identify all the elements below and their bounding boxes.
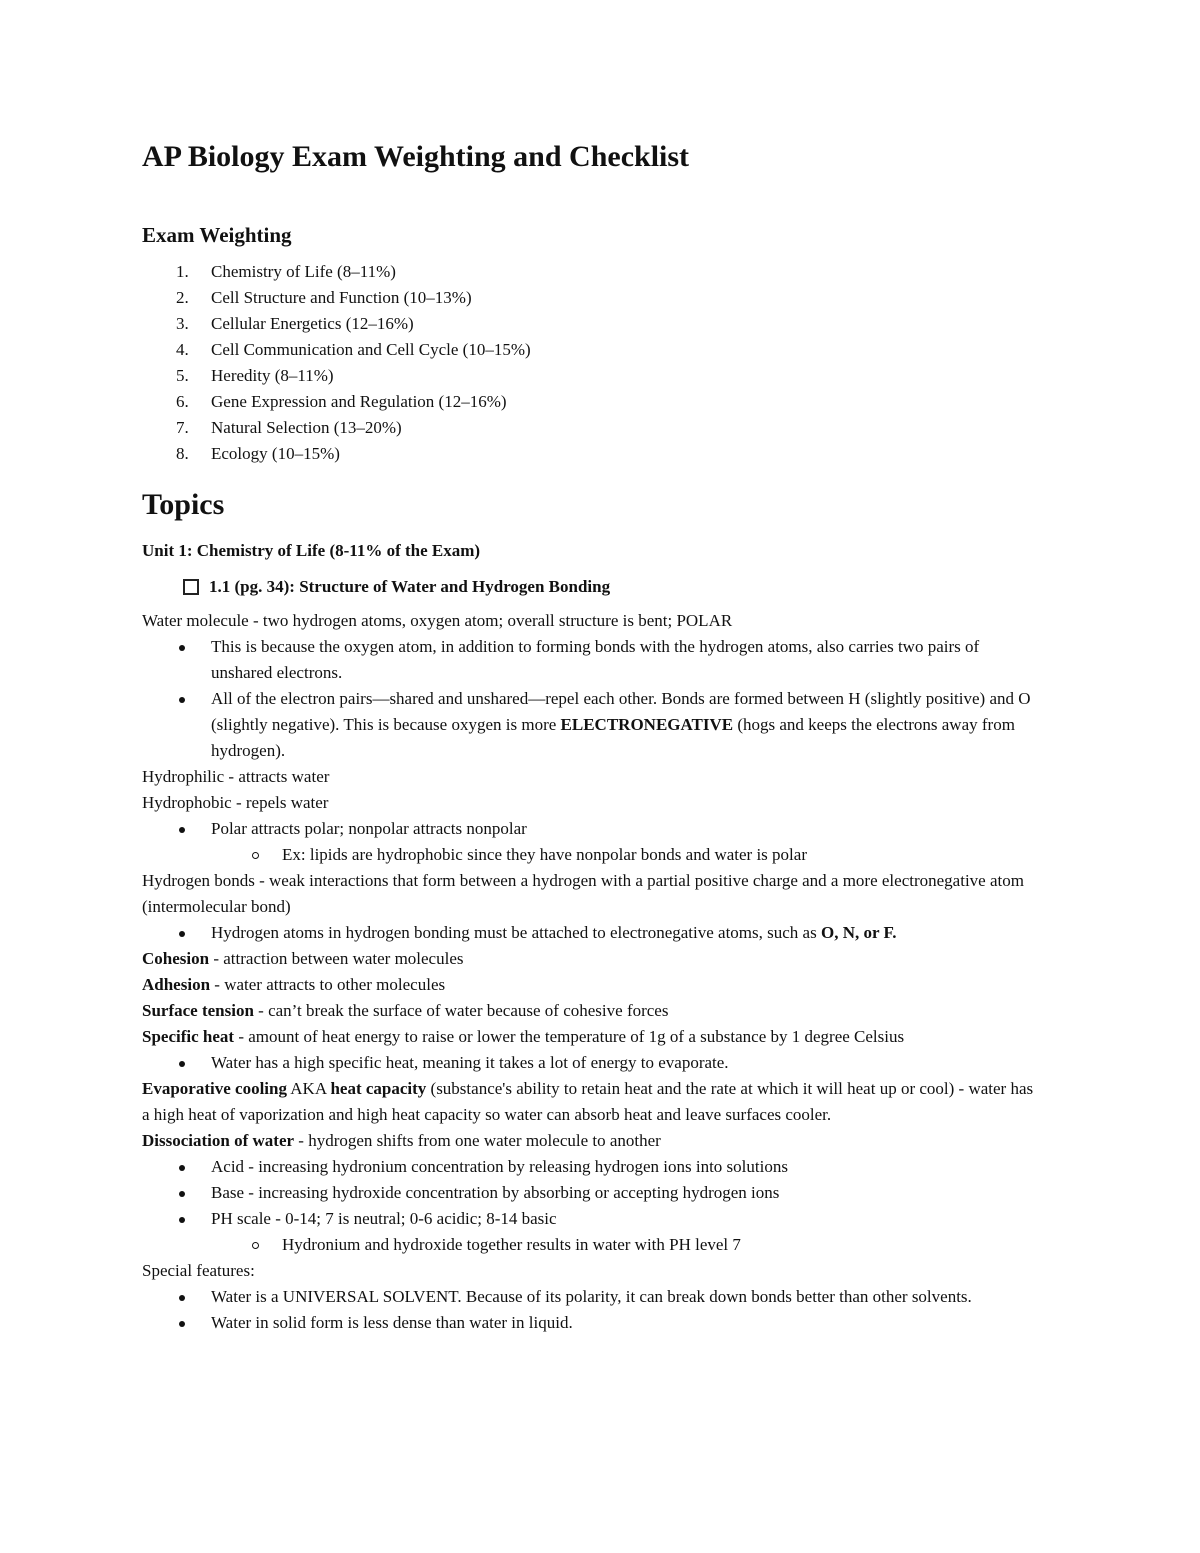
list-item <box>142 259 531 285</box>
note-text: - water attracts to other molecules <box>210 975 446 994</box>
list-item <box>142 441 531 467</box>
note-text: - amount of heat energy to raise or lower the temperature of 1g of a substance by 1 degree Celsius <box>234 1027 905 1046</box>
term-adhesion: Adhesion <box>142 975 211 994</box>
note-hydrophobic: Hydrophobic - repels water <box>142 793 329 812</box>
list-item: PH scale - 0-14; 7 is neutral; 0-6 acidic; 8-14 basic <box>142 1206 1042 1232</box>
topic-checklist-item <box>183 577 610 597</box>
topics-heading: Topics <box>142 488 225 521</box>
note-text: - attraction between water molecules <box>209 949 464 968</box>
list-item: Ex: lipids are hydrophobic since they have nonpolar bonds and water is polar <box>142 842 1042 868</box>
list-item-text: Gene Expression and Regulation (12–16%) <box>211 392 507 411</box>
list-item: Acid - increasing hydronium concentration by releasing hydrogen ions into solutions <box>142 1154 1042 1180</box>
list-number: 3. <box>176 314 189 333</box>
list-item: Hydronium and hydroxide together results in water with PH level 7 <box>142 1232 1042 1258</box>
list-item-text: Cell Communication and Cell Cycle (10–15%) <box>211 340 531 359</box>
list-item: Polar attracts polar; nonpolar attracts nonpolar <box>142 816 1042 842</box>
term-electronegative: ELECTRONEGATIVE <box>560 715 734 734</box>
list-item: Water in solid form is less dense than water in liquid. <box>142 1310 1042 1336</box>
list-item <box>142 415 531 441</box>
list-item: Water is a UNIVERSAL SOLVENT. Because of its polarity, it can break down bonds better than other solvents. <box>142 1284 1042 1310</box>
list-item-text: Natural Selection (13–20%) <box>211 418 402 437</box>
bullet-list <box>142 1154 1042 1232</box>
note-hydrophilic: Hydrophilic - attracts water <box>142 767 330 786</box>
bullet-list <box>142 816 1042 842</box>
term-dissociation: Dissociation of water <box>142 1131 295 1150</box>
list-number: 6. <box>176 392 189 411</box>
checkbox-icon[interactable] <box>183 579 199 595</box>
note-text: - can’t break the surface of water because of cohesive forces <box>253 1001 669 1020</box>
list-item <box>142 311 531 337</box>
notes-body <box>142 608 1042 1336</box>
list-item <box>142 337 531 363</box>
unit-1-heading: Unit 1: Chemistry of Life (8-11% of the Exam) <box>142 541 481 560</box>
list-item-text: Heredity (8–11%) <box>211 366 334 385</box>
list-number: 1. <box>176 262 189 281</box>
note-text: Hydrogen atoms in hydrogen bonding must be attached to electronegative atoms, such as <box>211 923 821 942</box>
exam-weighting-heading: Exam Weighting <box>142 223 292 247</box>
note-text: - hydrogen shifts from one water molecule to another <box>294 1131 661 1150</box>
term-specific-heat: Specific heat <box>142 1027 235 1046</box>
list-item: Base - increasing hydroxide concentration by absorbing or accepting hydrogen ions <box>142 1180 1042 1206</box>
list-item-text: Ecology (10–15%) <box>211 444 340 463</box>
list-item: This is because the oxygen atom, in addition to forming bonds with the hydrogen atoms, also carries two pairs of unshared electrons. <box>142 634 1042 686</box>
sub-bullet-list <box>142 842 1042 868</box>
list-number: 5. <box>176 366 189 385</box>
note-special-features: Special features: <box>142 1261 255 1280</box>
list-item: Water has a high specific heat, meaning it takes a lot of energy to evaporate. <box>142 1050 1042 1076</box>
list-item <box>142 920 1042 946</box>
topic-label: 1.1 (pg. 34): Structure of Water and Hydrogen Bonding <box>209 577 611 596</box>
list-item <box>142 363 531 389</box>
bullet-list <box>142 1284 1042 1336</box>
list-item-text: Cell Structure and Function (10–13%) <box>211 288 472 307</box>
note-water-molecule: Water molecule - two hydrogen atoms, oxygen atom; overall structure is bent; POLAR <box>142 611 733 630</box>
term-surface-tension: Surface tension <box>142 1001 254 1020</box>
bullet-list <box>142 634 1042 764</box>
list-number: 7. <box>176 418 189 437</box>
note-evaporative-cooling <box>142 1076 1042 1128</box>
note-text: All of the electron pairs—shared and unshared—repel each other. Bonds are formed between H (slightly positive) and O (slightly negative). This is because oxygen is more <box>211 689 1031 734</box>
note-specific-heat <box>142 1024 1042 1050</box>
list-item <box>142 285 531 311</box>
list-item-text: Cellular Energetics (12–16%) <box>211 314 414 333</box>
list-number: 8. <box>176 444 189 463</box>
list-number: 4. <box>176 340 189 359</box>
exam-weighting-list <box>142 259 531 467</box>
list-item <box>142 686 1042 764</box>
page-title: AP Biology Exam Weighting and Checklist <box>142 140 690 173</box>
bullet-list <box>142 1050 1042 1076</box>
term-cohesion: Cohesion <box>142 949 210 968</box>
term-heat-capacity: heat capacity <box>330 1079 427 1098</box>
note-text: (hogs and keeps the electrons away from hydrogen). <box>211 715 1015 760</box>
note-cohesion <box>142 946 1042 972</box>
note-dissociation <box>142 1128 1042 1154</box>
list-item <box>142 389 531 415</box>
note-text: AKA <box>286 1079 331 1098</box>
list-item-text: Chemistry of Life (8–11%) <box>211 262 396 281</box>
note-surface-tension <box>142 998 1042 1024</box>
list-number: 2. <box>176 288 189 307</box>
note-text: (substance's ability to retain heat and the rate at which it will heat up or cool) - water has a high heat of vaporization and high heat capacity so water can absorb heat and leave surfaces cooler. <box>142 1079 1034 1124</box>
term-onf: O, N, or F. <box>820 923 897 942</box>
bullet-list <box>142 920 1042 946</box>
note-hydrogen-bonds: Hydrogen bonds - weak interactions that form between a hydrogen with a partial positive charge and a more electronegative atom (intermolecular bond) <box>142 871 1024 916</box>
term-evaporative-cooling: Evaporative cooling <box>142 1079 287 1098</box>
note-adhesion <box>142 972 1042 998</box>
sub-bullet-list <box>142 1232 1042 1258</box>
